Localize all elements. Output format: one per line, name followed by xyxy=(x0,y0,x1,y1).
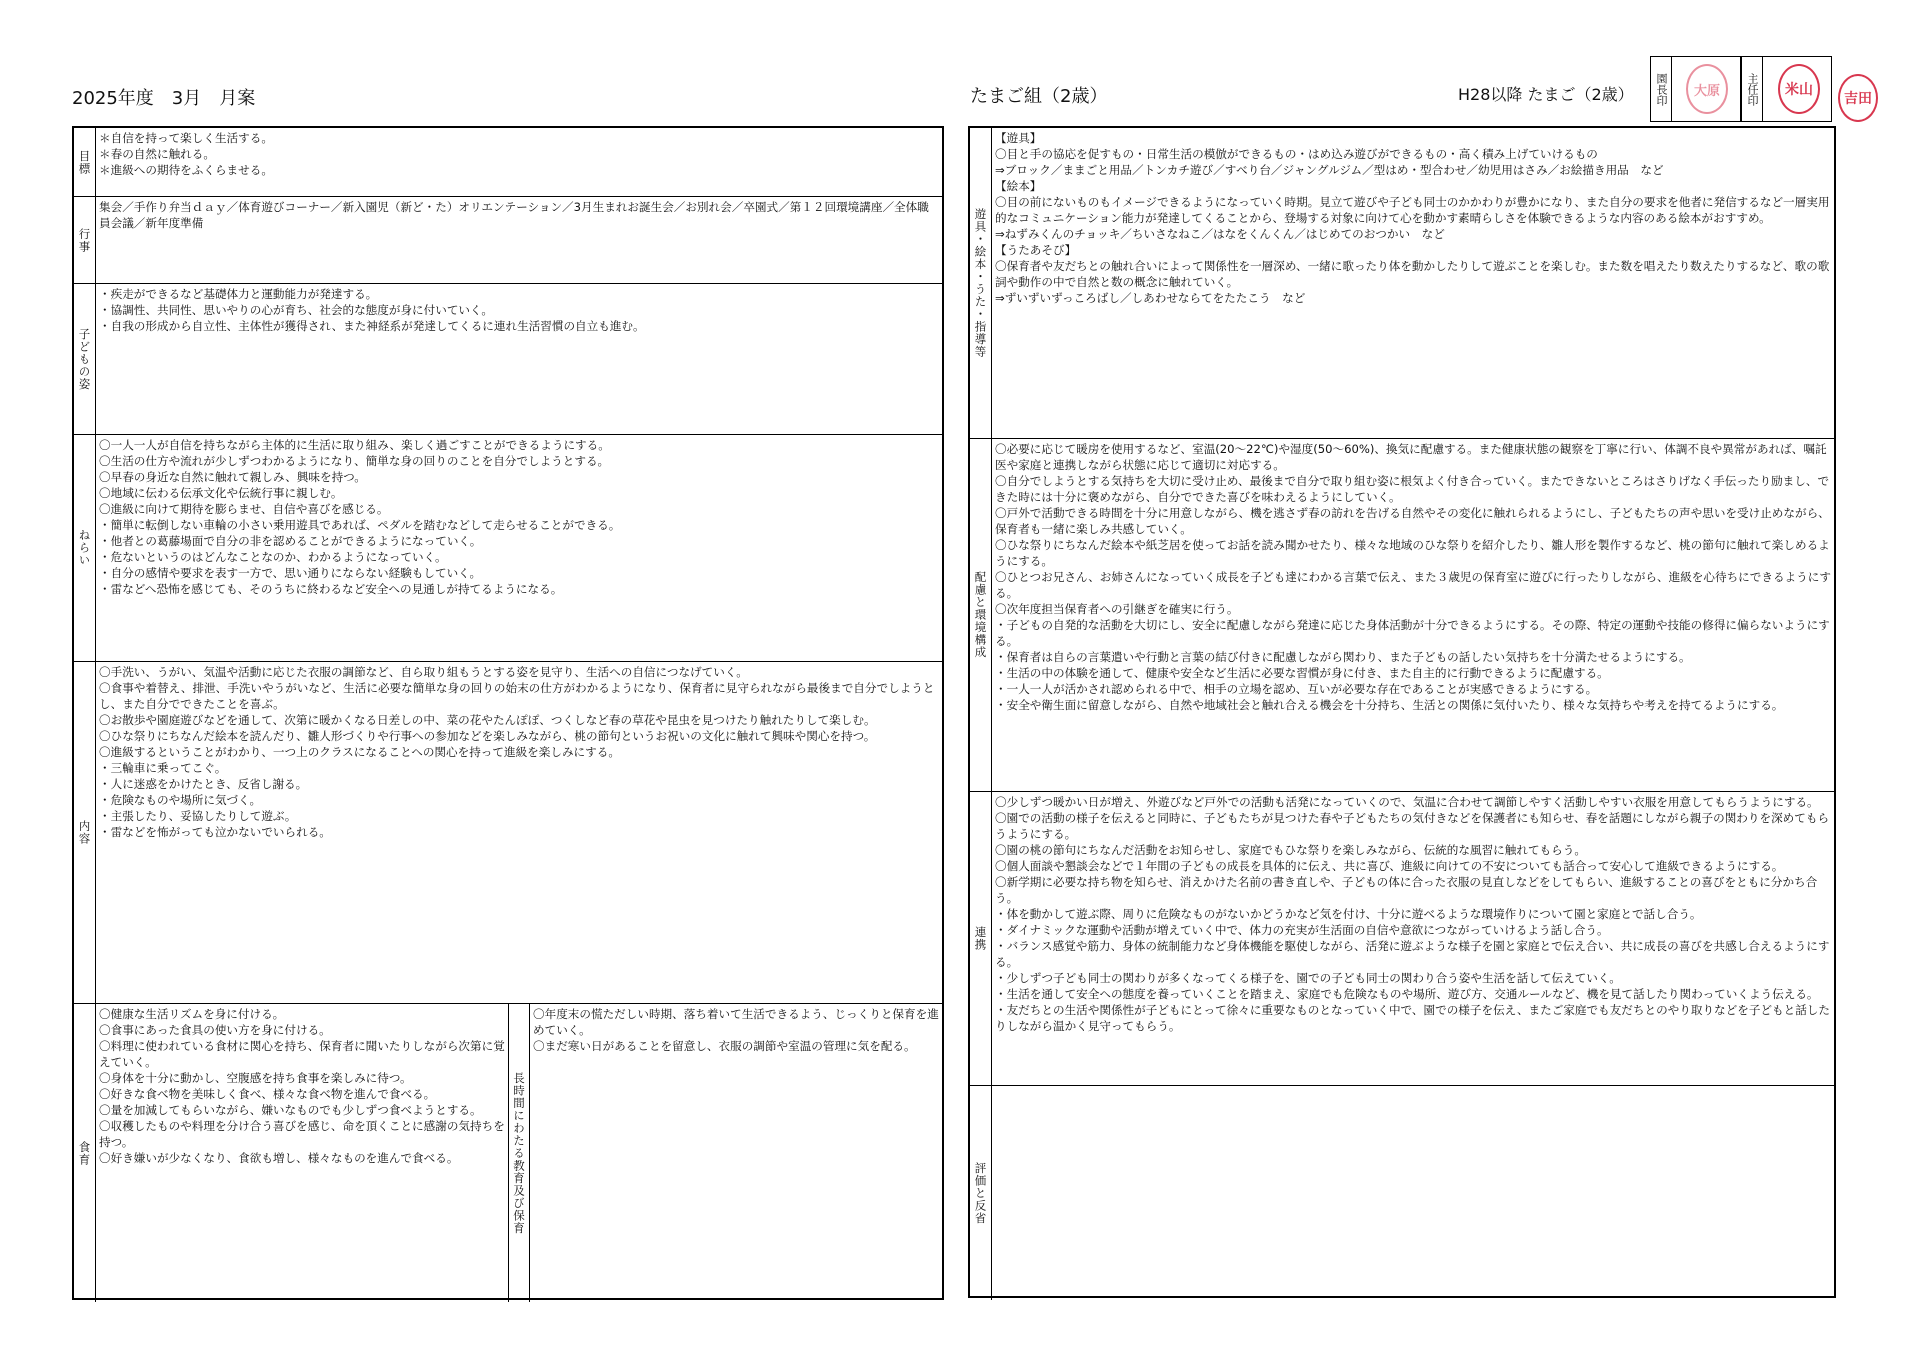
goal-label: 目標 xyxy=(74,128,96,197)
child-label: 子どもの姿 xyxy=(74,284,96,435)
content-label: 内容 xyxy=(74,662,96,1004)
plan-title: 2025年度 3月 月案 xyxy=(72,88,256,109)
text-line: 〇ひな祭りにちなんだ絵本や紙芝居を使ってお話を読み聞かせたり、様々な地域のひな祭りを紹介したり、雛人形を製作するなど、桃の節句に触れて楽しめるようにする。 xyxy=(995,538,1830,568)
text-line: 〇保育者や友だちとの触れ合いによって関係性を一層深め、一緒に歌ったり体を動かしたりして遊ぶことを楽しむ。また数を唱えたり数えたりするなど、歌の歌詞や動作の中で自然と数の概念に触れていく。 xyxy=(995,259,1830,289)
text-line: ＊春の自然に触れる。 xyxy=(99,147,215,161)
text-line: 〇少しずつ暖かい日が増え、外遊びなど戸外での活動も活発になっていくので、気温に合わせて調節しやすく活動しやすい衣服を用意してもらうようにする。 xyxy=(995,795,1819,809)
text-line: ・自分の感情や要求を表す一方で、思い通りにならない経験もしていく。 xyxy=(99,566,482,580)
text-line: 〇一人一人が自信を持ちながら主体的に生活に取り組み、楽しく過ごすことができるようにする。 xyxy=(99,438,610,452)
text-line: ・体を動かして遊ぶ際、周りに危険なものがないかどうかなど気を付け、十分に遊べるような環境作りについて園と家庭とで話し合う。 xyxy=(995,907,1702,921)
text-line: 〇園の桃の節句にちなんだ活動をお知らせし、家庭でもひな祭りを楽しみながら、伝統的な風習に触れてもらう。 xyxy=(995,843,1586,857)
text-line: 〇次年度担当保育者への引継ぎを確実に行う。 xyxy=(995,602,1239,616)
text-line: ・保育者は自らの言葉遣いや行動と言葉の結び付きに配慮しながら関わり、また子どもの話したい気持ちを十分満たせるようにする。 xyxy=(995,650,1691,664)
text-line: ⇒ずいずいずっころばし／しあわせならてをたたこう など xyxy=(995,291,1306,305)
food-label: 食育 xyxy=(74,1004,96,1302)
text-line: ＊自信を持って楽しく生活する。 xyxy=(99,131,273,145)
food-cell xyxy=(96,1004,508,1302)
text-line: 〇自分でしようとする気持ちを大切に受け止め、最後まで自分で取り組む姿に根気よく付き合っていく。またできないところはさりげなく手伝ったり励まし、できた時には十分に褒めながら、自分でできた喜びを味わえるようにしていく。 xyxy=(995,474,1830,504)
text-line: ・他者との葛藤場面で自分の非を認めることができるようになっていく。 xyxy=(99,534,482,548)
chief-seal: 米山 xyxy=(1778,64,1820,114)
env-label: 配慮と環境構成 xyxy=(970,439,992,792)
content-cell xyxy=(96,662,942,1004)
env-cell xyxy=(992,439,1834,792)
text-line: ・三輪車に乗ってこぐ。 xyxy=(99,761,227,775)
child-cell xyxy=(96,284,942,435)
text-line: 〇個人面談や懇談会などで１年間の子どもの成長を具体的に伝え、共に喜び、進級に向けての不安についても話合って安心して進級できるようにする。 xyxy=(995,859,1784,873)
link-label: 連携 xyxy=(970,792,992,1086)
text-line: ・協調性、共同性、思いやりの心が育ち、社会的な態度が身に付いていく。 xyxy=(99,303,493,317)
text-line: 〇収穫したものや料理を分け合う喜びを感じ、命を頂くことに感謝の気持ちを持つ。 xyxy=(99,1119,505,1149)
text-line: 〇早春の身近な自然に触れて親しみ、興味を持つ。 xyxy=(99,470,366,484)
text-line: ・自我の形成から自立性、主体性が獲得され、また神経系が発達してくるに連れ生活習慣の自立も進む。 xyxy=(99,319,645,333)
text-line: ・一人一人が活かされ認められる中で、相手の立場を認め、互いが必要な存在であることが実感できるようにする。 xyxy=(995,682,1598,696)
text-line: 〇進級するということがわかり、一つ上のクラスになることへの関心を持って進級を楽しみにする。 xyxy=(99,745,620,759)
text-line: ・生活を通して安全への態度を養っていくことを踏まえ、家庭でも危険なものや場所、遊び方、交通ルールなど、機を見て話したり関わっていくよう伝える。 xyxy=(995,987,1819,1001)
text-line: 〇新学期に必要な持ち物を知らせ、消えかけた名前の書き直しや、子どもの体に合った衣服の見直しなどをしてもらい、進級することの喜びをともに分かち合う。 xyxy=(995,875,1818,905)
text-line: 〇進級に向けて期待を膨らませ、自信や喜びを感じる。 xyxy=(99,502,389,516)
text-line: 〇目と手の協応を促すもの・日常生活の模倣ができるもの・はめ込み遊びができるもの・高く積み上げていけるもの xyxy=(995,147,1598,161)
goal-cell xyxy=(96,128,942,197)
text-line: ・少しずつ子ども同士の関わりが多くなってくる様子を、園での子ども同士の関わり合う姿や生活を話して伝えていく。 xyxy=(995,971,1621,985)
class-name: たまご組（2歳） xyxy=(970,86,1108,107)
text-line: ・危ないというのはどんなことなのか、わかるようになっていく。 xyxy=(99,550,447,564)
text-line: 〇好きな食べ物を美味しく食べ、様々な食べ物を進んで食べる。 xyxy=(99,1087,436,1101)
text-line: 【絵本】 xyxy=(995,179,1042,193)
text-line: 〇料理に使われている食材に関心を持ち、保育者に聞いたりしながら次第に覚えていく。 xyxy=(99,1039,505,1069)
link-cell xyxy=(992,792,1834,1086)
text-line: 〇好き嫌いが少なくなり、食欲も増し、様々なものを進んで食べる。 xyxy=(99,1151,459,1165)
text-line: 〇食事や着替え、排泄、手洗いやうがいなど、生活に必要な簡単な身の回りの始末の仕方がわかるようになり、保育者に見守られながら最後まで自分でしようとし、また自分でできたことを喜ぶ。 xyxy=(99,681,935,711)
text-line: 〇園での活動の様子を伝えると同時に、子どもたちが見つけた春や子どもたちの気付きなどを保護者にも知らせ、春を話題にしながら親子の関わりを深めてもらうようにする。 xyxy=(995,811,1830,841)
chief-stamp-label: 主任印 xyxy=(1741,56,1763,122)
long-care-cell xyxy=(530,1004,942,1302)
text-line: 〇年度末の慌ただしい時期、落ち着いて生活できるよう、じっくりと保育を進めていく。 xyxy=(533,1007,939,1037)
eval-cell xyxy=(992,1086,1834,1300)
text-line: 〇地域に伝わる伝承文化や伝統行事に親しむ。 xyxy=(99,486,343,500)
text-line: ・人に迷惑をかけたとき、反省し謝る。 xyxy=(99,777,308,791)
text-line: ・生活の中の体験を通して、健康や安全など生活に必要な習慣が身に付き、また自主的に行動できるように配慮する。 xyxy=(995,666,1609,680)
text-line: 〇生活の仕方や流れが少しずつわかるようになり、簡単な身の回りのことを自分でしようとする。 xyxy=(99,454,610,468)
text-line: ・危険なものや場所に気づく。 xyxy=(99,793,262,807)
left-plan-table xyxy=(72,126,944,1300)
text-line: 〇健康な生活リズムを身に付ける。 xyxy=(99,1007,285,1021)
text-line: ＊進級への期待をふくらませる。 xyxy=(99,163,273,177)
text-line: ・バランス感覚や筋力、身体の統制能力など身体機能を駆使しながら、活発に遊ぶような様子を園と家庭とで伝え合い、共に成長の喜びを共感し合えるようにする。 xyxy=(995,939,1830,969)
events-cell xyxy=(96,197,942,284)
text-line: 〇手洗い、うがい、気温や活動に応じた衣服の調節など、自ら取り組もうとする姿を見守り、生活への自信につなげていく。 xyxy=(99,665,748,679)
text-line: ・安全や衛生面に留意しながら、自然や地域社会と触れ合える機会を十分持ち、生活との関係に気付いたり、様々な気持ちや考えを持てるようにする。 xyxy=(995,698,1784,712)
text-line: 〇必要に応じて暖房を使用するなど、室温(20～22℃)や湿度(50～60%)、換気に配慮する。また健康状態の観察を丁寧に行い、体調不良や異常があれば、嘱託医や家庭と連携しながら状態に応じて適切に対応する。 xyxy=(995,442,1827,472)
text-line: ・ダイナミックな運動や活動が増えていく中で、体力の充実が生活面の自信や意欲につながっていけるよう話し合う。 xyxy=(995,923,1609,937)
text-line: 〇目の前にないものもイメージできるようになっていく時期。見立て遊びや子ども同士のかかわりが豊かになり、また自分の要求を他者に発信するなど一層実用的なコミュニケーション能力が発達してくることから、登場する対象に向けて心を動かす素晴らしさを体験できるような内容のある絵本がおすすめ。 xyxy=(995,195,1830,225)
text-line: 【うたあそび】 xyxy=(995,243,1077,257)
text-line: ・雷などへ恐怖を感じても、そのうちに終わるなど安全への見通しが持てるようになる。 xyxy=(99,582,563,596)
principal-seal: 大原 xyxy=(1686,64,1728,114)
text-line: 〇食事にあった食具の使い方を身に付ける。 xyxy=(99,1023,331,1037)
text-line: ・疾走ができるなど基礎体力と運動能力が発達する。 xyxy=(99,287,378,301)
text-line: ・主張したり、妥協したりして遊ぶ。 xyxy=(99,809,297,823)
long-care-label: 長時間にわたる教育及び保育 xyxy=(508,1004,530,1302)
extra-seal: 吉田 xyxy=(1838,74,1878,122)
text-line: ・簡単に転倒しない車輪の小さい乗用遊具であれば、ペダルを踏むなどして走らせることができる。 xyxy=(99,518,621,532)
events-label: 行事 xyxy=(74,197,96,284)
text-line: 〇身体を十分に動かし、空腹感を持ち食事を楽しみに待つ。 xyxy=(99,1071,412,1085)
food-row xyxy=(96,1004,942,1302)
text-line: 〇ひとつお兄さん、お姉さんになっていく成長を子ども達にわかる言葉で伝え、また３歳児の保育室に遊びに行ったりしながら、進級を心待ちにできるようにする。 xyxy=(995,570,1831,600)
text-line: 集会／手作り弁当ｄａｙ／体育遊びコーナー／新入園児（新ど・た）オリエンテーション／3月生まれお誕生会／お別れ会／卒園式／第１２回環境講座／全体職員会議／新年度準備 xyxy=(99,200,929,230)
text-line: ・子どもの自発的な活動を大切にし、安全に配慮しながら発達に応じた身体活動が十分できるようにする。その際、特定の運動や技能の修得に偏らないようにする。 xyxy=(995,618,1830,648)
text-line: ・雷などを怖がっても泣かないでいられる。 xyxy=(99,825,331,839)
right-plan-table xyxy=(968,126,1836,1298)
text-line: 〇ひな祭りにちなんだ絵本を読んだり、雛人形づくりや行事への参加などを楽しみながら、桃の節句というお祝いの文化に触れて興味や関心を持つ。 xyxy=(99,729,876,743)
principal-stamp-label: 園長印 xyxy=(1650,56,1672,122)
aim-cell xyxy=(96,435,942,662)
template-name: H28以降 たまご（2歳） xyxy=(1458,85,1634,104)
text-line: ⇒ねずみくんのチョッキ／ちいさなねこ／はなをくんくん／はじめてのおつかい など xyxy=(995,227,1445,241)
text-line: 〇量を加減してもらいながら、嫌いなものでも少しずつ食べようとする。 xyxy=(99,1103,482,1117)
text-line: 〇まだ寒い日があることを留意し、衣服の調節や室温の管理に気を配る。 xyxy=(533,1039,916,1053)
text-line: ・友だちとの生活や関係性が子どもにとって徐々に重要なものとなっていく中で、園での様子を伝え、またご家庭でも友だちとのやり取りなどを子どもと話したりしながら温かく見守ってもらう。 xyxy=(995,1003,1830,1033)
text-line: 【遊具】 xyxy=(995,131,1042,145)
play-label: 遊具・絵本・うた・指導等 xyxy=(970,128,992,439)
aim-label: ねらい xyxy=(74,435,96,662)
text-line: 〇戸外で活動できる時間を十分に用意しながら、機を逃さず春の訪れを告げる自然やその変化に触れられるようにし、子どもたちの声や思いを受け止めながら、保育者も一緒に楽しみ共感していく。 xyxy=(995,506,1830,536)
eval-label: 評価と反省 xyxy=(970,1086,992,1300)
text-line: 〇お散歩や園庭遊びなどを通して、次第に暖かくなる日差しの中、菜の花やたんぽぽ、つくしなど春の草花や昆虫を見つけたり触れたりして楽しむ。 xyxy=(99,713,876,727)
text-line: ⇒ブロック／ままごと用品／トンカチ遊び／すべり台／ジャングルジム／型はめ・型合わせ／幼児用はさみ／お絵描き用品 など xyxy=(995,163,1664,177)
play-cell xyxy=(992,128,1834,439)
